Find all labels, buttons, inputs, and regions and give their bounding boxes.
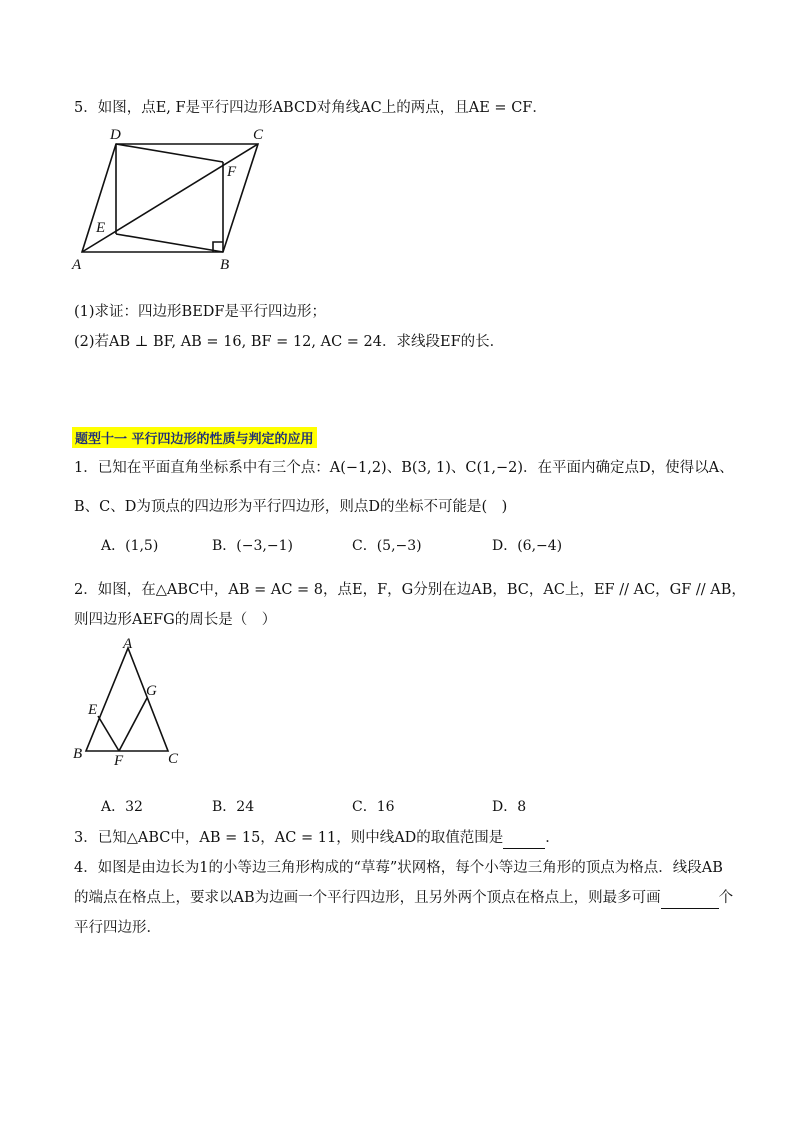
q5-stem: 5．如图，点E, F是平行四边形ABCD对角线AC上的两点，且AE = CF． (74, 100, 547, 116)
label-e: E (88, 702, 98, 718)
label-f: F (114, 753, 124, 769)
q4-answer-blank[interactable] (661, 888, 719, 909)
q3-line (74, 828, 560, 849)
q5-part2: (2)若AB ⊥ BF, AB = 16, BF = 12, AC = 24．求线段EF的长． (74, 334, 505, 350)
q4-line2-end: 个 (718, 890, 734, 906)
label-g: G (146, 683, 157, 699)
q1-stem-line1: 1．已知在平面直角坐标系中有三个点：A(−1,2)、B(3, 1)、C(1,−2)．在平面内确定点D，使得以A、 (74, 460, 734, 476)
q4-line3: 平行四边形． (74, 920, 161, 936)
q2-option-c: C．16 (352, 799, 395, 815)
label-b: B (220, 257, 230, 272)
q1-option-a: A．(1,5) (101, 538, 159, 554)
segment-eb (116, 234, 223, 252)
label-d: D (110, 127, 121, 143)
q3-stem: 3．已知△ABC中，AB = 15，AC = 11，则中线AD的取值范围是 (74, 830, 504, 846)
q4-line1: 4．如图是由边长为1的小等边三角形构成的“草莓”状网格，每个小等边三角形的顶点为格点．线段AB (74, 860, 723, 876)
segment-de-diag (116, 144, 223, 162)
q2-option-a: A．32 (101, 799, 143, 815)
label-c: C (253, 127, 264, 143)
diagonal-ac (82, 144, 258, 252)
q5-part1: (1)求证：四边形BEDF是平行四边形； (74, 304, 326, 320)
q3-end: ． (545, 830, 560, 846)
q1-stem-line2: B、C、D为顶点的四边形为平行四边形，则点D的坐标不可能是( ) (74, 499, 508, 515)
q2-stem-line1: 2．如图，在△ABC中，AB = AC = 8，点E，F，G分别在边AB，BC，AC上，EF // AC，GF // AB， (74, 582, 746, 598)
q2-option-b: B．24 (212, 799, 255, 815)
q1-option-d: D．(6,−4) (492, 538, 563, 554)
label-b: B (73, 746, 83, 762)
q2-option-d: D．8 (492, 799, 527, 815)
q5-parallelogram-figure (70, 122, 290, 272)
q2-stem-line2: 则四边形AEFG的周长是（ ） (74, 612, 277, 628)
segment-ef (98, 716, 119, 751)
q4-line2-text: 的端点在格点上，要求以AB为边画一个平行四边形，且另外两个顶点在格点上，则最多可画 (74, 890, 661, 906)
q1-option-c: C．(5,−3) (352, 538, 422, 554)
label-c: C (168, 751, 179, 767)
label-f: F (227, 164, 237, 180)
q2-triangle-figure (70, 636, 200, 776)
q4-line2 (74, 888, 733, 909)
segment-gf (119, 698, 147, 751)
label-a: A (123, 636, 133, 652)
label-e: E (96, 220, 106, 236)
q1-option-b: B．(−3,−1) (212, 538, 293, 554)
q3-answer-blank[interactable] (503, 828, 545, 849)
section-title: 题型十一 平行四边形的性质与判定的应用 (72, 427, 317, 448)
label-a: A (72, 257, 82, 272)
